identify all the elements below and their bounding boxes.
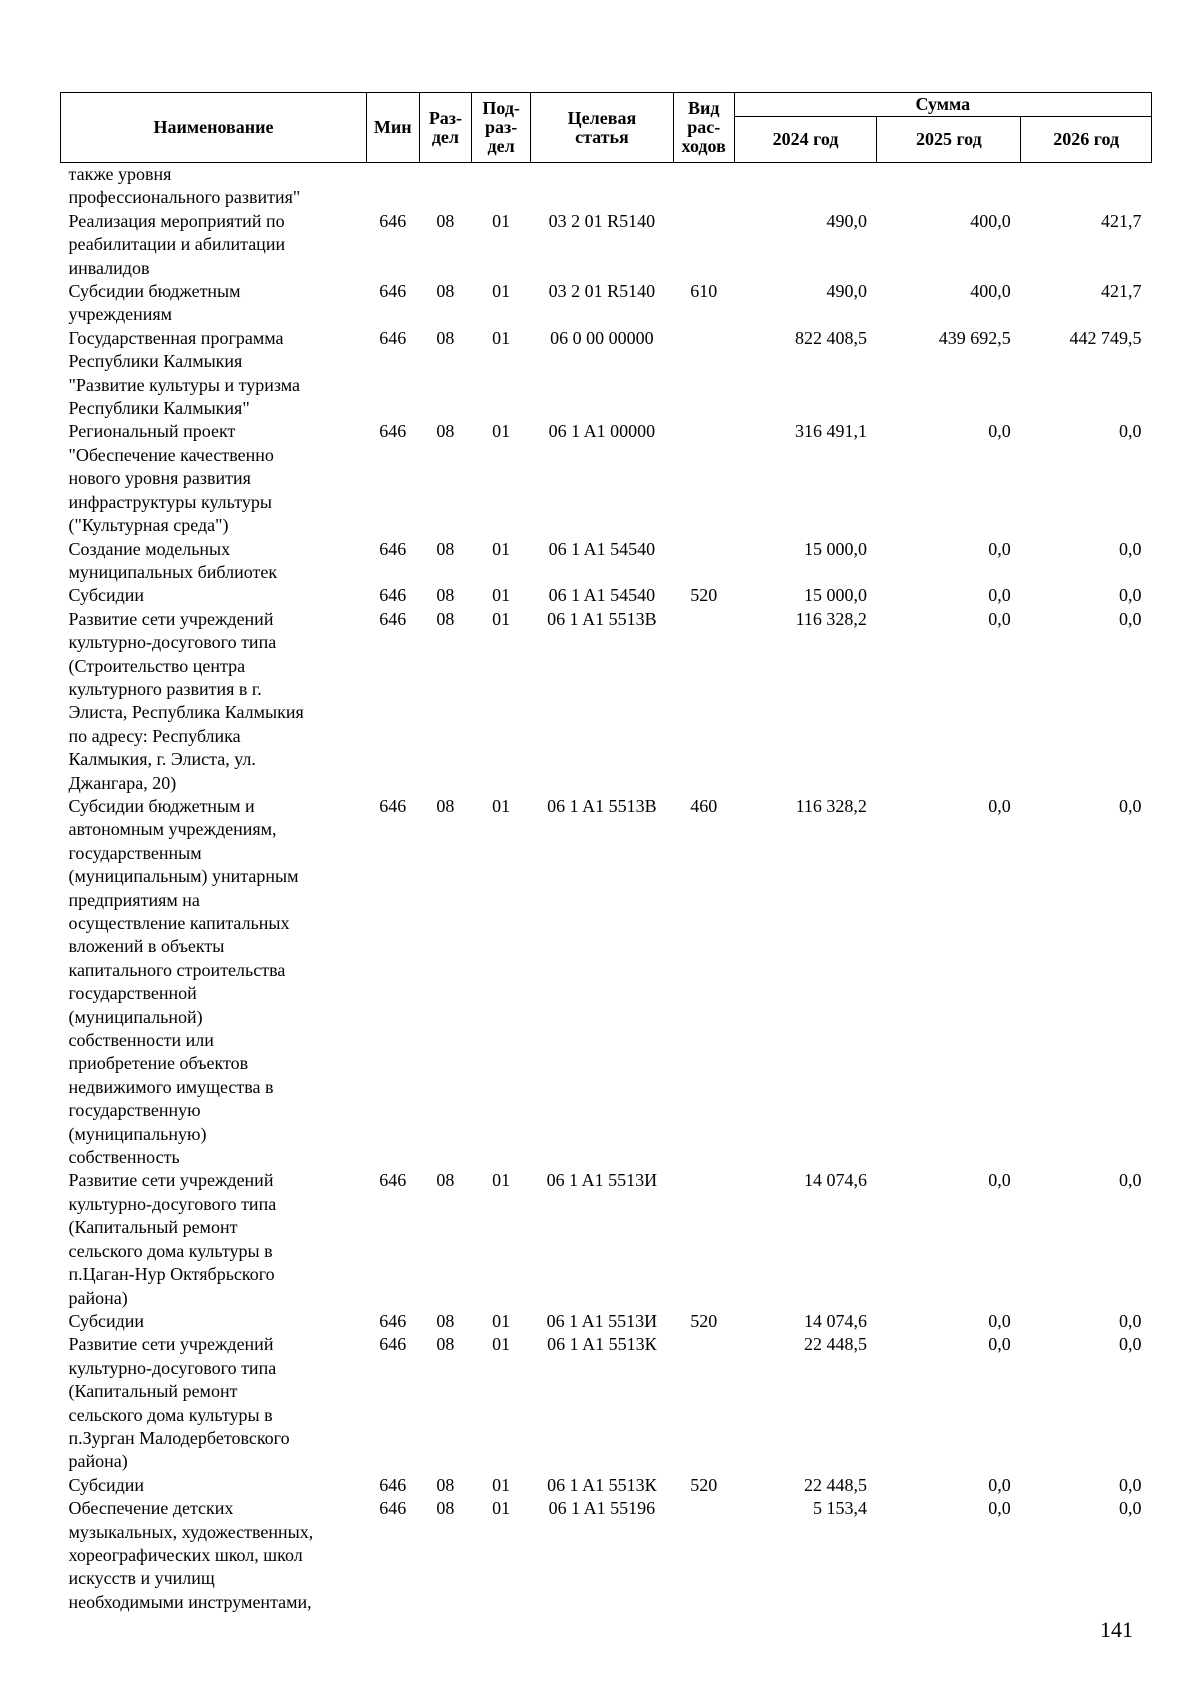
table-row xyxy=(61,1169,1152,1309)
header-year-2024: 2024 год xyxy=(734,117,877,163)
table-row xyxy=(61,795,1152,1170)
row-target-article: 03 2 01 R5140 xyxy=(548,281,656,302)
row-min: 646 xyxy=(379,608,407,629)
row-razdel: 08 xyxy=(436,281,455,302)
row-podrazdel: 01 xyxy=(492,585,511,606)
row-sum-2025: 0,0 xyxy=(988,538,1011,559)
row-sum-2026: 0,0 xyxy=(1119,1310,1142,1331)
table-row xyxy=(61,420,1152,537)
row-min: 646 xyxy=(379,538,407,559)
row-name: Развитие сети учреждений культурно-досугового типа (Строительство центра культурного развития в г. Элиста, Республика Калмыкия по адресу: Республика Калмыкия, г. Элиста, ул. Джангара, 20) xyxy=(68,608,304,793)
row-target-article: 06 1 A1 55196 xyxy=(548,1498,656,1519)
table-row xyxy=(61,163,1152,210)
row-expense-type xyxy=(673,1333,734,1473)
row-sum-2025 xyxy=(877,163,1021,210)
row-expense-type xyxy=(673,420,734,537)
row-target-article: 06 1 A1 5513И xyxy=(546,1170,658,1191)
row-expense-type: 520 xyxy=(690,585,718,606)
row-sum-2024: 490,0 xyxy=(826,281,867,302)
row-sum-2024: 116 328,2 xyxy=(795,795,867,816)
header-name: Наименование xyxy=(61,93,367,163)
row-razdel: 08 xyxy=(436,1170,455,1191)
row-razdel: 08 xyxy=(436,327,455,348)
row-sum-2026 xyxy=(1021,163,1152,210)
row-target-article: 06 1 A1 5513В xyxy=(547,795,657,816)
row-sum-2025: 0,0 xyxy=(988,1310,1011,1331)
table-row xyxy=(61,1310,1152,1333)
header-expense-type: Вид рас- ходов xyxy=(673,93,734,163)
row-sum-2024: 116 328,2 xyxy=(795,608,867,629)
row-target-article: 06 1 A1 54540 xyxy=(548,585,656,606)
row-sum-2025: 0,0 xyxy=(988,421,1011,442)
row-sum-2025: 0,0 xyxy=(988,585,1011,606)
row-min: 646 xyxy=(379,585,407,606)
row-min: 646 xyxy=(379,421,407,442)
row-sum-2024: 14 074,6 xyxy=(803,1170,867,1191)
row-min: 646 xyxy=(379,1170,407,1191)
row-sum-2024: 822 408,5 xyxy=(794,327,867,348)
row-min: 646 xyxy=(379,1310,407,1331)
table-row xyxy=(61,280,1152,327)
header-sum: Сумма xyxy=(734,93,1151,117)
row-sum-2025: 0,0 xyxy=(988,1498,1011,1519)
row-target-article: 03 2 01 R5140 xyxy=(548,210,656,231)
row-expense-type xyxy=(673,608,734,795)
row-sum-2026: 442 749,5 xyxy=(1069,327,1142,348)
row-sum-2026: 0,0 xyxy=(1119,608,1142,629)
table-row xyxy=(61,1333,1152,1473)
row-sum-2026: 421,7 xyxy=(1101,210,1142,231)
row-target-article: 06 1 A1 5513И xyxy=(546,1310,658,1331)
row-min: 646 xyxy=(379,795,407,816)
row-sum-2026: 0,0 xyxy=(1119,421,1142,442)
row-name: Субсидии бюджетным и автономным учреждениям, государственным (муниципальным) унитарным предприятиям на осуществление капитальных вложений в объекты капитального строительства государственной (муниципальной) собственности или приобретение объектов недвижимого имущества в государственную (муниципальную) собственность xyxy=(68,795,299,1168)
row-sum-2025: 0,0 xyxy=(988,608,1011,629)
row-name: Развитие сети учреждений культурно-досугового типа (Капитальный ремонт сельского дома культуры в п.Цаган-Нур Октябрьского района) xyxy=(68,1170,277,1308)
row-min xyxy=(366,163,419,210)
row-expense-type xyxy=(673,1497,734,1614)
row-min: 646 xyxy=(379,1334,407,1355)
row-expense-type xyxy=(673,210,734,280)
row-expense-type xyxy=(673,1169,734,1309)
row-sum-2025: 0,0 xyxy=(988,1170,1011,1191)
row-sum-2026: 0,0 xyxy=(1119,1334,1142,1355)
row-podrazdel: 01 xyxy=(492,1310,511,1331)
row-podrazdel: 01 xyxy=(492,1334,511,1355)
row-sum-2024: 22 448,5 xyxy=(803,1474,867,1495)
row-sum-2026: 421,7 xyxy=(1101,281,1142,302)
row-target-article: 06 1 A1 5513К xyxy=(547,1334,657,1355)
row-razdel: 08 xyxy=(436,585,455,606)
table-row xyxy=(61,1497,1152,1614)
row-target-article: 06 1 A1 54540 xyxy=(548,538,656,559)
row-sum-2024: 14 074,6 xyxy=(803,1310,867,1331)
row-name: Создание модельных муниципальных библиотек xyxy=(68,538,278,582)
row-name: Развитие сети учреждений культурно-досугового типа (Капитальный ремонт сельского дома культуры в п.Зурган Малодербетовского района) xyxy=(68,1334,290,1472)
page-number: 141 xyxy=(1100,1617,1133,1642)
row-razdel: 08 xyxy=(436,608,455,629)
row-target-article: 06 1 A1 5513В xyxy=(547,608,657,629)
row-razdel xyxy=(419,163,472,210)
row-sum-2025: 0,0 xyxy=(988,1474,1011,1495)
row-min: 646 xyxy=(379,327,407,348)
row-sum-2025: 439 692,5 xyxy=(938,327,1011,348)
row-podrazdel: 01 xyxy=(492,608,511,629)
row-sum-2024: 15 000,0 xyxy=(803,538,867,559)
row-podrazdel: 01 xyxy=(492,795,511,816)
row-podrazdel: 01 xyxy=(492,1498,511,1519)
row-expense-type: 520 xyxy=(690,1310,718,1331)
budget-table xyxy=(60,92,1152,1614)
row-podrazdel: 01 xyxy=(492,1170,511,1191)
row-sum-2024: 15 000,0 xyxy=(803,585,867,606)
table-row xyxy=(61,584,1152,607)
row-sum-2025: 0,0 xyxy=(988,1334,1011,1355)
table-body xyxy=(61,163,1152,1615)
row-target-article: 06 0 00 00000 xyxy=(550,327,654,348)
row-razdel: 08 xyxy=(436,795,455,816)
row-podrazdel: 01 xyxy=(492,538,511,559)
header-year-2026: 2026 год xyxy=(1021,117,1152,163)
table-row xyxy=(61,210,1152,280)
row-sum-2025: 400,0 xyxy=(970,281,1011,302)
row-razdel: 08 xyxy=(436,210,455,231)
header-target-article: Целевая статья xyxy=(531,93,674,163)
row-expense-type xyxy=(673,327,734,421)
row-razdel: 08 xyxy=(436,421,455,442)
row-min: 646 xyxy=(379,1474,407,1495)
row-name: Государственная программа Республики Калмыкия "Развитие культуры и туризма Республики Калмыкия" xyxy=(68,327,301,419)
row-name: Региональный проект "Обеспечение качественно нового уровня развития инфраструктуры культуры ("Культурная среда") xyxy=(68,421,274,536)
row-expense-type: 520 xyxy=(690,1474,718,1495)
budget-document xyxy=(60,92,1152,1614)
row-razdel: 08 xyxy=(436,538,455,559)
row-sum-2025: 400,0 xyxy=(970,210,1011,231)
row-sum-2024: 490,0 xyxy=(826,210,867,231)
row-expense-type: 460 xyxy=(690,795,718,816)
table-row xyxy=(61,1474,1152,1497)
row-target-article xyxy=(531,163,674,210)
row-sum-2026: 0,0 xyxy=(1119,1474,1142,1495)
row-sum-2024 xyxy=(734,163,877,210)
row-sum-2024: 22 448,5 xyxy=(803,1334,867,1355)
row-name: Субсидии xyxy=(68,1310,145,1331)
table-row xyxy=(61,327,1152,421)
header-podrazdel: Под- раз- дел xyxy=(472,93,531,163)
row-razdel: 08 xyxy=(436,1498,455,1519)
table-header xyxy=(61,93,1152,163)
row-name: также уровня профессионального развития" xyxy=(68,164,301,208)
row-name: Субсидии xyxy=(68,1474,145,1495)
row-sum-2024: 316 491,1 xyxy=(794,421,867,442)
row-sum-2026: 0,0 xyxy=(1119,1170,1142,1191)
row-name: Обеспечение детских музыкальных, художественных, хореографических школ, школ искусств и училищ необходимыми инструментами, xyxy=(68,1498,314,1612)
row-expense-type xyxy=(673,163,734,210)
row-sum-2026: 0,0 xyxy=(1119,795,1142,816)
row-name: Реализация мероприятий по реабилитации и абилитации инвалидов xyxy=(68,210,286,278)
row-podrazdel: 01 xyxy=(492,327,511,348)
table-row xyxy=(61,538,1152,585)
row-podrazdel xyxy=(472,163,531,210)
header-razdel: Раз- дел xyxy=(419,93,472,163)
row-min: 646 xyxy=(379,1498,407,1519)
row-sum-2026: 0,0 xyxy=(1119,585,1142,606)
row-name: Субсидии бюджетным учреждениям xyxy=(68,281,241,325)
row-expense-type: 610 xyxy=(690,281,718,302)
row-sum-2026: 0,0 xyxy=(1119,538,1142,559)
table-row xyxy=(61,608,1152,795)
row-podrazdel: 01 xyxy=(492,210,511,231)
header-min: Мин xyxy=(366,93,419,163)
header-year-2025: 2025 год xyxy=(877,117,1021,163)
row-target-article: 06 1 A1 00000 xyxy=(548,421,656,442)
row-expense-type xyxy=(673,538,734,585)
row-podrazdel: 01 xyxy=(492,1474,511,1495)
row-podrazdel: 01 xyxy=(492,421,511,442)
row-razdel: 08 xyxy=(436,1310,455,1331)
row-sum-2026: 0,0 xyxy=(1119,1498,1142,1519)
row-razdel: 08 xyxy=(436,1474,455,1495)
row-min: 646 xyxy=(379,210,407,231)
row-name: Субсидии xyxy=(68,585,145,606)
row-sum-2024: 5 153,4 xyxy=(812,1498,867,1519)
row-razdel: 08 xyxy=(436,1334,455,1355)
row-sum-2025: 0,0 xyxy=(988,795,1011,816)
row-min: 646 xyxy=(379,281,407,302)
row-podrazdel: 01 xyxy=(492,281,511,302)
row-target-article: 06 1 A1 5513К xyxy=(547,1474,657,1495)
